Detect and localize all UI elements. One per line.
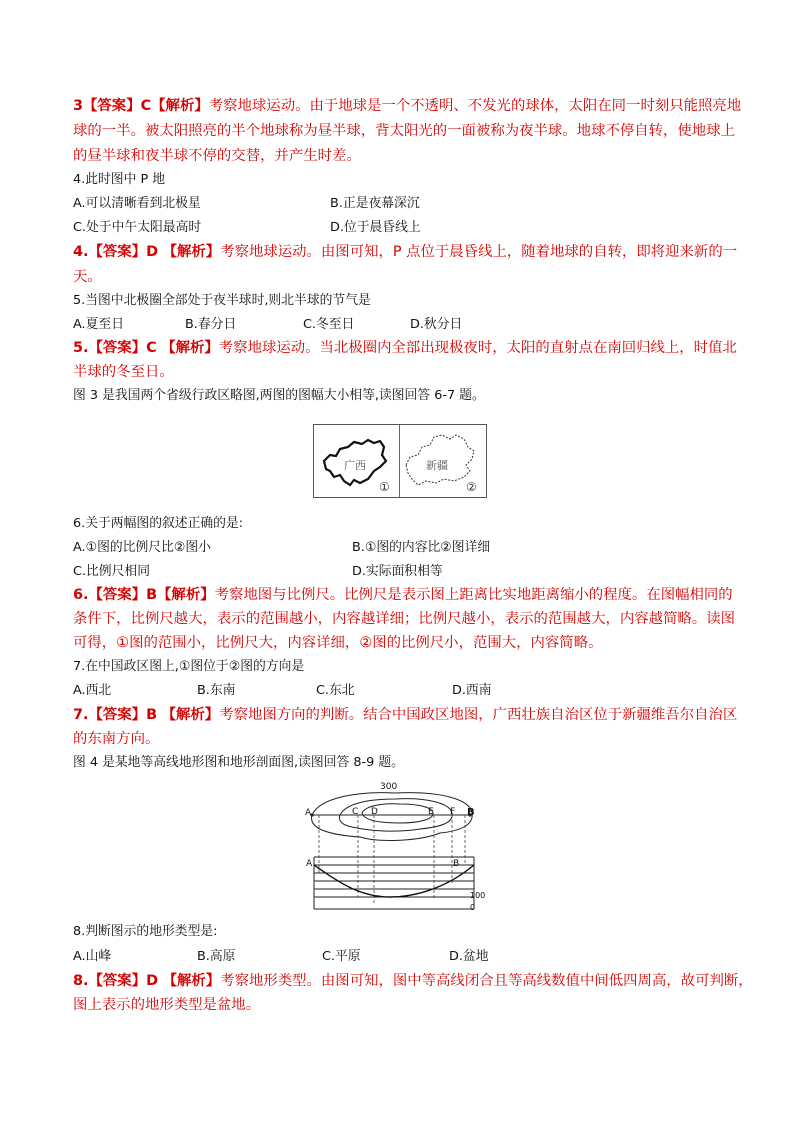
q6-prefix: 6. <box>73 587 89 603</box>
q6-option-b: B.①图的内容比②图详细 <box>352 540 491 555</box>
q5-analysis-text-2: 半球的冬至日。 <box>73 364 174 380</box>
q7-option-b: B.东南 <box>197 683 236 698</box>
fig3-num-1: ① <box>379 480 390 494</box>
q6-analysis-text-3: 可得，①图的范围小，比例尺大，内容详细，②图的比例尺小，范围大，内容简略。 <box>73 635 603 651</box>
q4-option-d: D.位于晨昏线上 <box>330 220 421 235</box>
fig4-intro: 图 4 是某地等高线地形图和地形剖面图,读图回答 8-9 题。 <box>73 755 404 770</box>
q8-prefix: 8. <box>73 973 89 989</box>
q8-stem: 8.判断图示的地形类型是: <box>73 924 218 939</box>
q4-analysis-text-1: 考察地球运动。由图可知，P 点位于晨昏线上，随着地球的自转，即将迎来新的一 <box>220 244 738 260</box>
q4-stem: 4.此时图中 P 地 <box>73 172 166 187</box>
q7-option-a: A.西北 <box>73 683 112 698</box>
q8-analysis-text-2: 图上表示的地形类型是盆地。 <box>73 997 261 1013</box>
q4-answer: D <box>146 244 159 260</box>
q4-option-a: A.可以清晰看到北极星 <box>73 196 201 211</box>
q8-option-a: A.山峰 <box>73 949 112 964</box>
fig4-contour-profile <box>300 782 490 919</box>
q8-option-d: D.盆地 <box>449 949 489 964</box>
q3-answer-line1 <box>73 96 741 116</box>
fig4-point-e: E <box>428 807 434 817</box>
projection-lines <box>319 815 465 903</box>
fig3-label-guangxi: 广西 <box>344 459 366 472</box>
fig4-point-d: D <box>371 807 378 817</box>
q3-answer-tag: 【答案】 <box>83 98 141 114</box>
q7-answer-tag: 【答案】 <box>88 707 147 723</box>
q7-analysis-text-1: 考察地图方向的判断。结合中国政区地图，广西壮族自治区位于新疆维吾尔自治区 <box>219 707 738 723</box>
q5-analysis-text-1: 考察地球运动。当北极圈内全部出现极夜时，太阳的直射点在南回归线上，时值北 <box>218 340 737 356</box>
q7-analysis-tag: 【解析】 <box>161 707 220 723</box>
q5-analysis-tag: 【解析】 <box>161 340 219 356</box>
q4-analysis-text-2: 天。 <box>73 269 102 285</box>
q4-answer-tag: 【答案】 <box>88 244 147 260</box>
q4-answer-line1 <box>73 242 737 262</box>
q6-stem: 6.关于两幅图的叙述正确的是: <box>73 516 244 531</box>
fig3-intro: 图 3 是我国两个省级行政区略图,两图的图幅大小相等,读图回答 6-7 题。 <box>73 388 485 403</box>
fig3-num-2: ② <box>466 480 477 494</box>
q3-answer: C <box>140 98 152 114</box>
fig4-point-f: F <box>450 807 456 817</box>
q7-prefix: 7. <box>73 707 89 723</box>
profile-grid <box>314 857 474 909</box>
q6-answer-tag: 【答案】 <box>88 587 147 603</box>
q4-prefix: 4. <box>73 244 89 260</box>
q8-option-c: C.平原 <box>322 949 361 964</box>
q7-analysis-text-2: 的东南方向。 <box>73 731 160 747</box>
q4-option-c: C.处于中午太阳最高时 <box>73 220 202 235</box>
q6-option-d: D.实际面积相等 <box>352 564 443 579</box>
q5-option-a: A.夏至日 <box>73 317 124 332</box>
q8-analysis-text-1: 考察地形类型。由图可知，图中等高线闭合且等高线数值中间低四周高，故可判断， <box>220 973 753 989</box>
q7-stem: 7.在中国政区图上,①图位于②图的方向是 <box>73 659 305 674</box>
q5-option-d: D.秋分日 <box>410 317 463 332</box>
q4-analysis-tag: 【解析】 <box>162 244 221 260</box>
contour-outer <box>312 793 473 841</box>
q8-analysis-tag: 【解析】 <box>162 973 221 989</box>
q6-answer: B <box>146 587 158 603</box>
q5-stem: 5.当图中北极圈全部处于夜半球时,则北半球的节气是 <box>73 293 371 308</box>
q6-option-a: A.①图的比例尺比②图小 <box>73 540 211 555</box>
q6-answer-line1 <box>73 585 733 605</box>
fig4-profile-100: 100 <box>470 891 486 900</box>
q6-analysis-text-2: 条件下，比例尺越大，表示的范围越小，内容越详细；比例尺越小，表示的范围越大，内容越简略。读图 <box>73 611 735 627</box>
q3-analysis-text-1: 考察地球运动。由于地球是一个不透明、不发光的球体，太阳在同一时刻只能照亮地 <box>208 98 742 114</box>
q5-answer-line1 <box>73 338 737 358</box>
q8-answer-tag: 【答案】 <box>88 973 147 989</box>
fig4-profile-0: 0 <box>470 903 476 912</box>
fig4-point-b: B <box>467 807 475 818</box>
fig3-map-shapes <box>314 425 486 497</box>
q5-option-b: B.春分日 <box>185 317 237 332</box>
q6-analysis-text-1: 考察地图与比例尺。比例尺是表示图上距离比实地距离缩小的程度。在图幅相同的 <box>214 587 733 603</box>
q3-analysis-tag: 【解析】 <box>151 98 209 114</box>
q3-analysis-text-2: 球的一半。被太阳照亮的半个地球称为昼半球，背太阳光的一面被称为夜半球。地球不停自转，使地球上 <box>73 123 735 139</box>
q5-prefix: 5. <box>73 340 89 356</box>
q7-option-c: C.东北 <box>316 683 355 698</box>
q8-option-b: B.高原 <box>197 949 236 964</box>
q7-answer-line1 <box>73 705 737 725</box>
q5-answer: C <box>146 340 157 356</box>
q7-option-d: D.西南 <box>452 683 492 698</box>
q7-answer: B <box>146 707 158 723</box>
fig4-point-a: A <box>305 808 312 818</box>
q3-prefix: 3 <box>73 98 84 114</box>
fig3-province-maps <box>313 424 487 498</box>
q6-analysis-tag: 【解析】 <box>157 587 215 603</box>
fig3-label-xinjiang: 新疆 <box>426 459 448 472</box>
fig4-point-c: C <box>352 807 359 817</box>
fig4-profile-b: B <box>453 859 460 869</box>
fig4-profile-a: A <box>306 859 313 869</box>
q8-answer: D <box>146 973 159 989</box>
q5-option-c: C.冬至日 <box>303 317 355 332</box>
fig4-drawing <box>300 785 490 915</box>
q5-answer-tag: 【答案】 <box>88 340 147 356</box>
q3-analysis-text-3: 的昼半球和夜半球不停的交替，并产生时差。 <box>73 148 361 164</box>
q4-option-b: B.正是夜幕深沉 <box>330 196 420 211</box>
q8-answer-line1 <box>73 971 753 991</box>
fig4-contour-300: 300 <box>380 782 398 792</box>
q6-option-c: C.比例尺相同 <box>73 564 150 579</box>
